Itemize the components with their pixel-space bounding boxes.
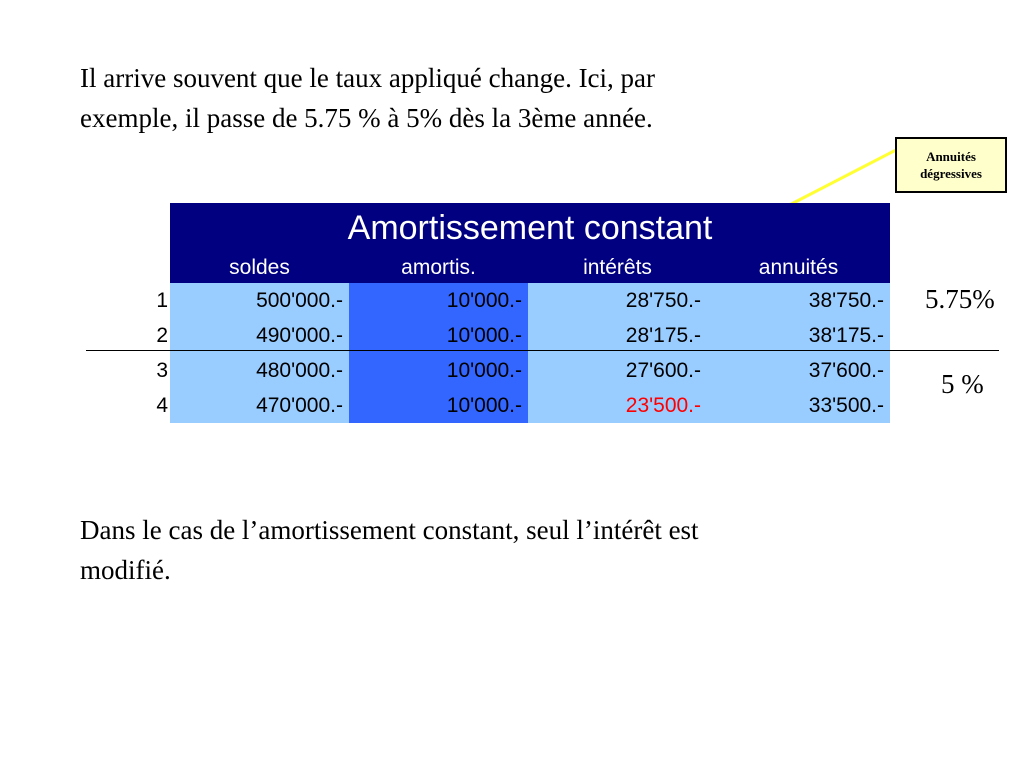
cell-interets: 28'175.- — [528, 318, 707, 353]
amortization-table — [135, 203, 890, 423]
rate-label-first: 5.75% — [925, 284, 995, 314]
cell-amortis: 10'000.- — [349, 318, 528, 353]
header-interets: intérêts — [528, 253, 707, 283]
header-amortis: amortis. — [349, 253, 528, 283]
callout-box — [895, 137, 1007, 193]
table-title: Amortissement constant — [170, 203, 890, 253]
cell-interets-highlighted: 23'500.- — [528, 388, 707, 423]
intro-line-1: Il arrive souvent que le taux appliqué change. Ici, par — [80, 63, 656, 93]
table-row — [135, 318, 890, 353]
cell-soldes: 500'000.- — [170, 283, 349, 318]
outro-line-1: Dans le cas de l’amortissement constant, seul l’intérêt est — [80, 515, 699, 545]
intro-line-2: exemple, il passe de 5.75 % à 5% dès la 3ème année. — [80, 103, 653, 133]
table-row — [135, 388, 890, 423]
table-header-row — [135, 253, 890, 283]
cell-annuites: 38'175.- — [707, 318, 890, 353]
cell-interets: 27'600.- — [528, 353, 707, 388]
header-soldes: soldes — [170, 253, 349, 283]
row-index: 1 — [135, 283, 170, 318]
cell-annuites: 33'500.- — [707, 388, 890, 423]
table-row — [135, 283, 890, 318]
cell-soldes: 470'000.- — [170, 388, 349, 423]
cell-interets: 28'750.- — [528, 283, 707, 318]
outro-paragraph — [80, 510, 900, 590]
intro-paragraph — [80, 58, 900, 138]
callout-line-2: dégressives — [920, 166, 982, 181]
cell-soldes: 490'000.- — [170, 318, 349, 353]
cell-amortis: 10'000.- — [349, 353, 528, 388]
callout-line-1: Annuités — [926, 149, 976, 164]
cell-soldes: 480'000.- — [170, 353, 349, 388]
cell-amortis: 10'000.- — [349, 283, 528, 318]
outro-line-2: modifié. — [80, 555, 171, 585]
table-title-row — [135, 203, 890, 253]
row-index: 3 — [135, 353, 170, 388]
rate-change-divider — [86, 350, 999, 351]
rate-label-second: 5 % — [941, 369, 984, 399]
cell-amortis: 10'000.- — [349, 388, 528, 423]
cell-annuites: 37'600.- — [707, 353, 890, 388]
row-index: 2 — [135, 318, 170, 353]
table-row — [135, 353, 890, 388]
header-annuites: annuités — [707, 253, 890, 283]
row-index: 4 — [135, 388, 170, 423]
cell-annuites: 38'750.- — [707, 283, 890, 318]
